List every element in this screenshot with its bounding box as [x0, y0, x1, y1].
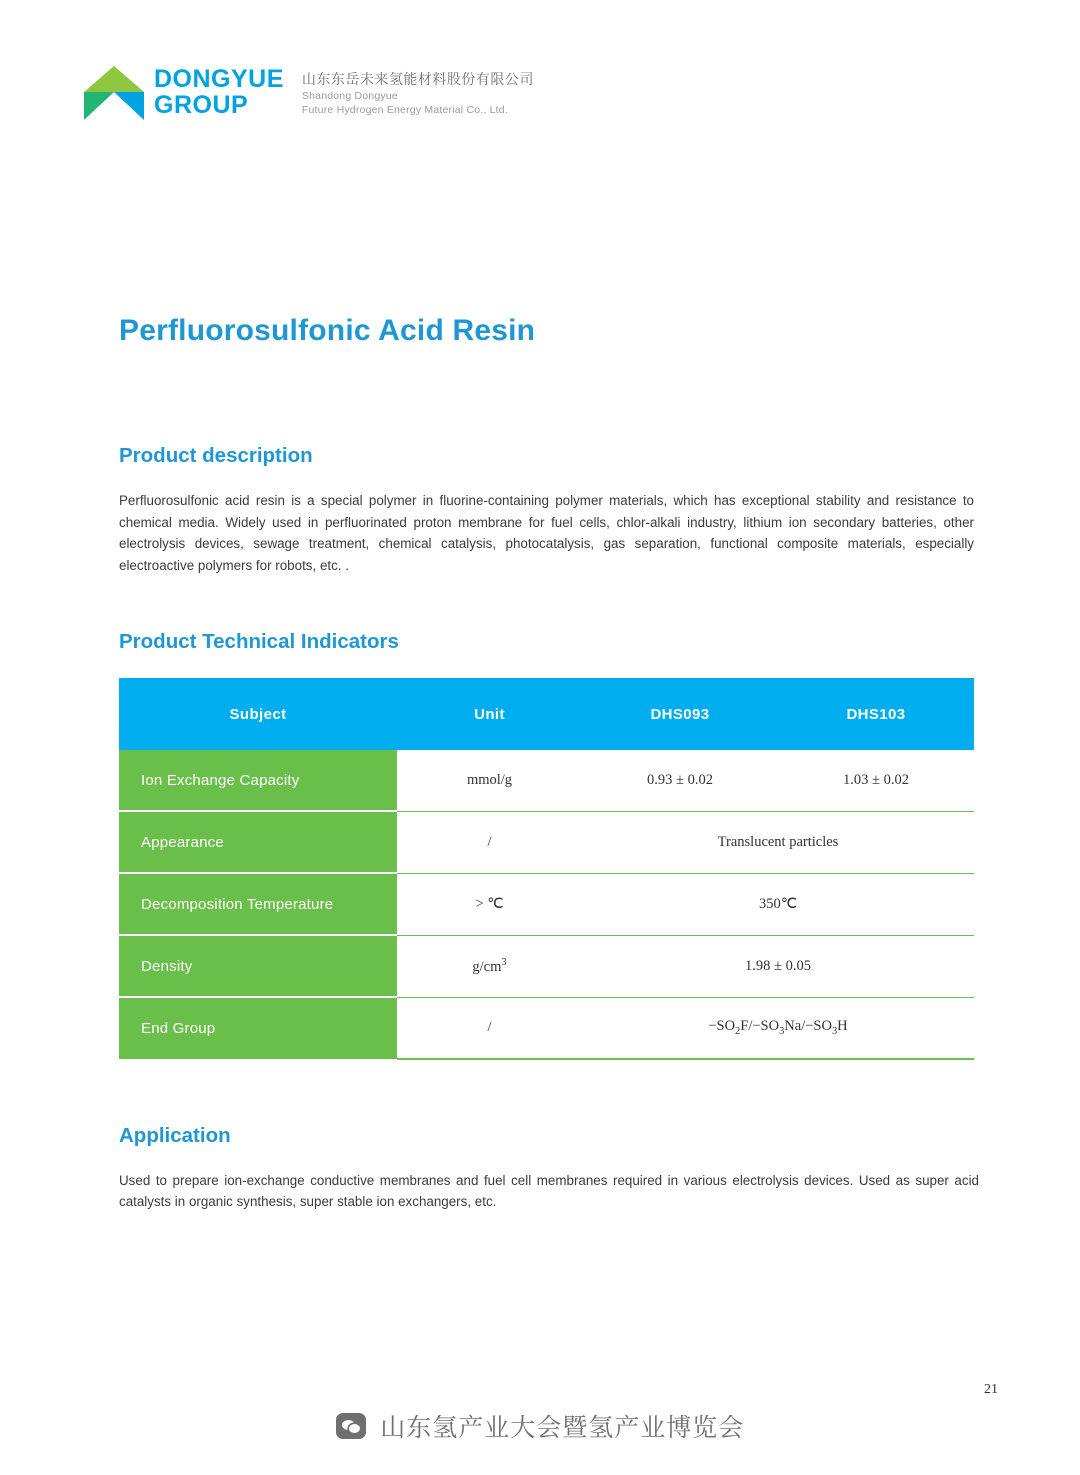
table-row-subject: Appearance: [119, 811, 397, 873]
application-text: Used to prepare ion-exchange conductive membranes and fuel cell membranes required in various electrolysis devices. Used as super acid catalysts in organic synthesis, super stable ion exchangers, etc.: [119, 1172, 979, 1209]
brand-name-line1: DONGYUE: [154, 65, 284, 93]
document-body: [119, 310, 979, 1213]
table-cell-value: $-SO_2F/-SO_3Na/-SO_3H$: [582, 997, 974, 1059]
table-row: [119, 750, 974, 811]
table-row: [119, 811, 974, 873]
company-name-cn: 山东东岳未来氢能材料股份有限公司: [301, 71, 534, 87]
table-cell-unit: /: [397, 997, 582, 1059]
table-cell-unit: /: [397, 811, 582, 873]
section-heading-application: Application: [119, 1123, 231, 1147]
table-cell-value: Translucent particles: [582, 811, 974, 873]
table-header-row: [119, 678, 974, 750]
page-title: Perfluorosulfonic Acid Resin: [119, 314, 536, 347]
section-application: [119, 1122, 979, 1213]
table-cell-unit: $g/cm^3$: [397, 935, 582, 997]
company-name-block: [302, 62, 534, 117]
table-row-subject: Density: [119, 935, 397, 997]
table-header-dhs103: DHS103: [778, 678, 974, 750]
section-product-description: [119, 442, 974, 576]
brand-wordmark: [154, 62, 284, 118]
section-heading-technical: Product Technical Indicators: [119, 630, 399, 653]
table-row: [119, 873, 974, 935]
table-cell-unit: mmol/g: [397, 750, 582, 811]
footer: [0, 1408, 1080, 1444]
table-body: [119, 750, 974, 1059]
table-row-subject: Ion Exchange Capacity: [119, 750, 397, 811]
wechat-icon: [336, 1413, 366, 1439]
table-cell-dhs103: 1.03 ± 0.02: [778, 750, 974, 811]
footer-text: 山东氢产业大会暨氢产业博览会: [380, 1413, 745, 1442]
company-name-en-line2: Future Hydrogen Energy Material Co., Ltd.: [301, 104, 508, 116]
page-header: [82, 62, 534, 124]
table-header-subject: Subject: [119, 678, 397, 750]
page-number: 21: [984, 1382, 998, 1397]
technical-indicators-table: [119, 678, 974, 1060]
table-cell-value: 1.98 ± 0.05: [582, 935, 974, 997]
section-heading-description: Product description: [119, 444, 313, 467]
dongyue-triangles-logo-icon: [82, 62, 144, 124]
table-row: [119, 997, 974, 1059]
table-cell-value: 350℃: [582, 873, 974, 935]
table-row: [119, 935, 974, 997]
company-name-en-line1: Shandong Dongyue: [301, 90, 398, 102]
section-technical-indicators: [119, 628, 974, 1060]
table-row-subject: Decomposition Temperature: [119, 873, 397, 935]
table-row-subject: End Group: [119, 997, 397, 1059]
table-cell-dhs093: 0.93 ± 0.02: [582, 750, 778, 811]
table-cell-unit: > ℃: [397, 873, 582, 935]
brand-name-line2: GROUP: [154, 91, 249, 119]
table-header-unit: Unit: [397, 678, 582, 750]
product-description-text: Perfluorosulfonic acid resin is a special polymer in fluorine-containing polymer materials, which has exceptional stability and resistance to chemical media. Widely used in perfluorinated proton membrane for fuel cells, chlor-alkali industry, lithium ion secondary batteries, other electrolysis devices, sewage treatment, chemical catalysis, photocatalysis, gas separation, functional composite materials, especially electroactive polymers for robots, etc. .: [119, 493, 974, 573]
table-header-dhs093: DHS093: [582, 678, 778, 750]
